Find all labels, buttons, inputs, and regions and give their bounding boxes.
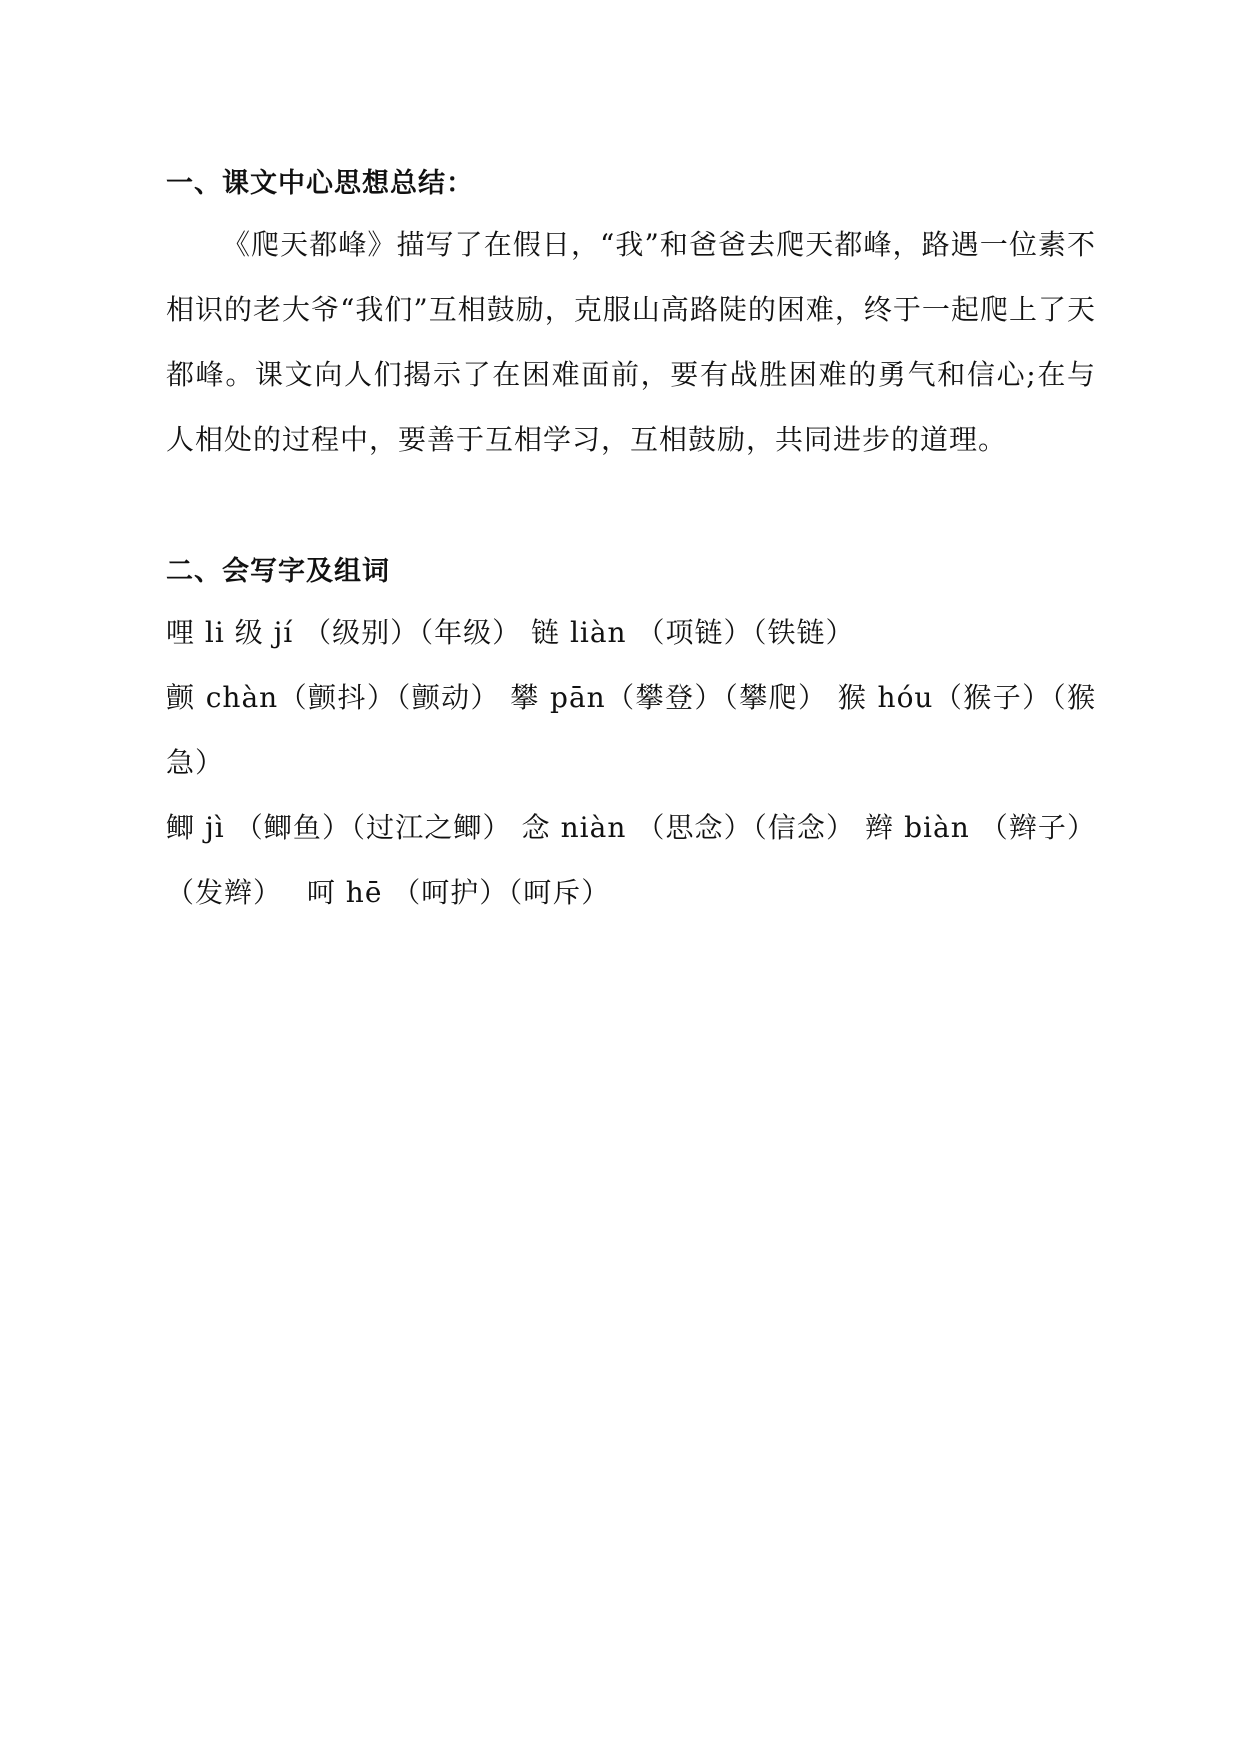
document-content xyxy=(166,156,1096,925)
section-2-heading: 二、会写字及组词 xyxy=(166,556,390,587)
vocab-line-2: 颤 chàn（颤抖）（颤动） 攀 pān（攀登）（攀爬） 猴 hóu（猴子）（猴急） xyxy=(166,681,1096,779)
section-spacer xyxy=(166,472,1096,544)
vocab-line-3: 鲫 jì （鲫鱼）（过江之鲫） 念 niàn （思念）（信念） 辫 biàn （辫子）（发辫） 呵 hē （呵护）（呵斥） xyxy=(166,811,1096,909)
central-idea-paragraph: 《爬天都峰》描写了在假日，“我”和爸爸去爬天都峰，路遇一位素不相识的老大爷“我们”互相鼓励，克服山高路陡的困难，终于一起爬上了天都峰。课文向人们揭示了在困难面前，要有战胜困难的勇气和信心;在与人相处的过程中，要善于互相学习，互相鼓励，共同进步的道理。 xyxy=(166,228,1096,456)
section-1-heading: 一、课文中心思想总结： xyxy=(166,168,474,199)
vocab-line-1: 哩 li 级 jí （级别）（年级） 链 liàn （项链）（铁链） xyxy=(166,616,855,649)
